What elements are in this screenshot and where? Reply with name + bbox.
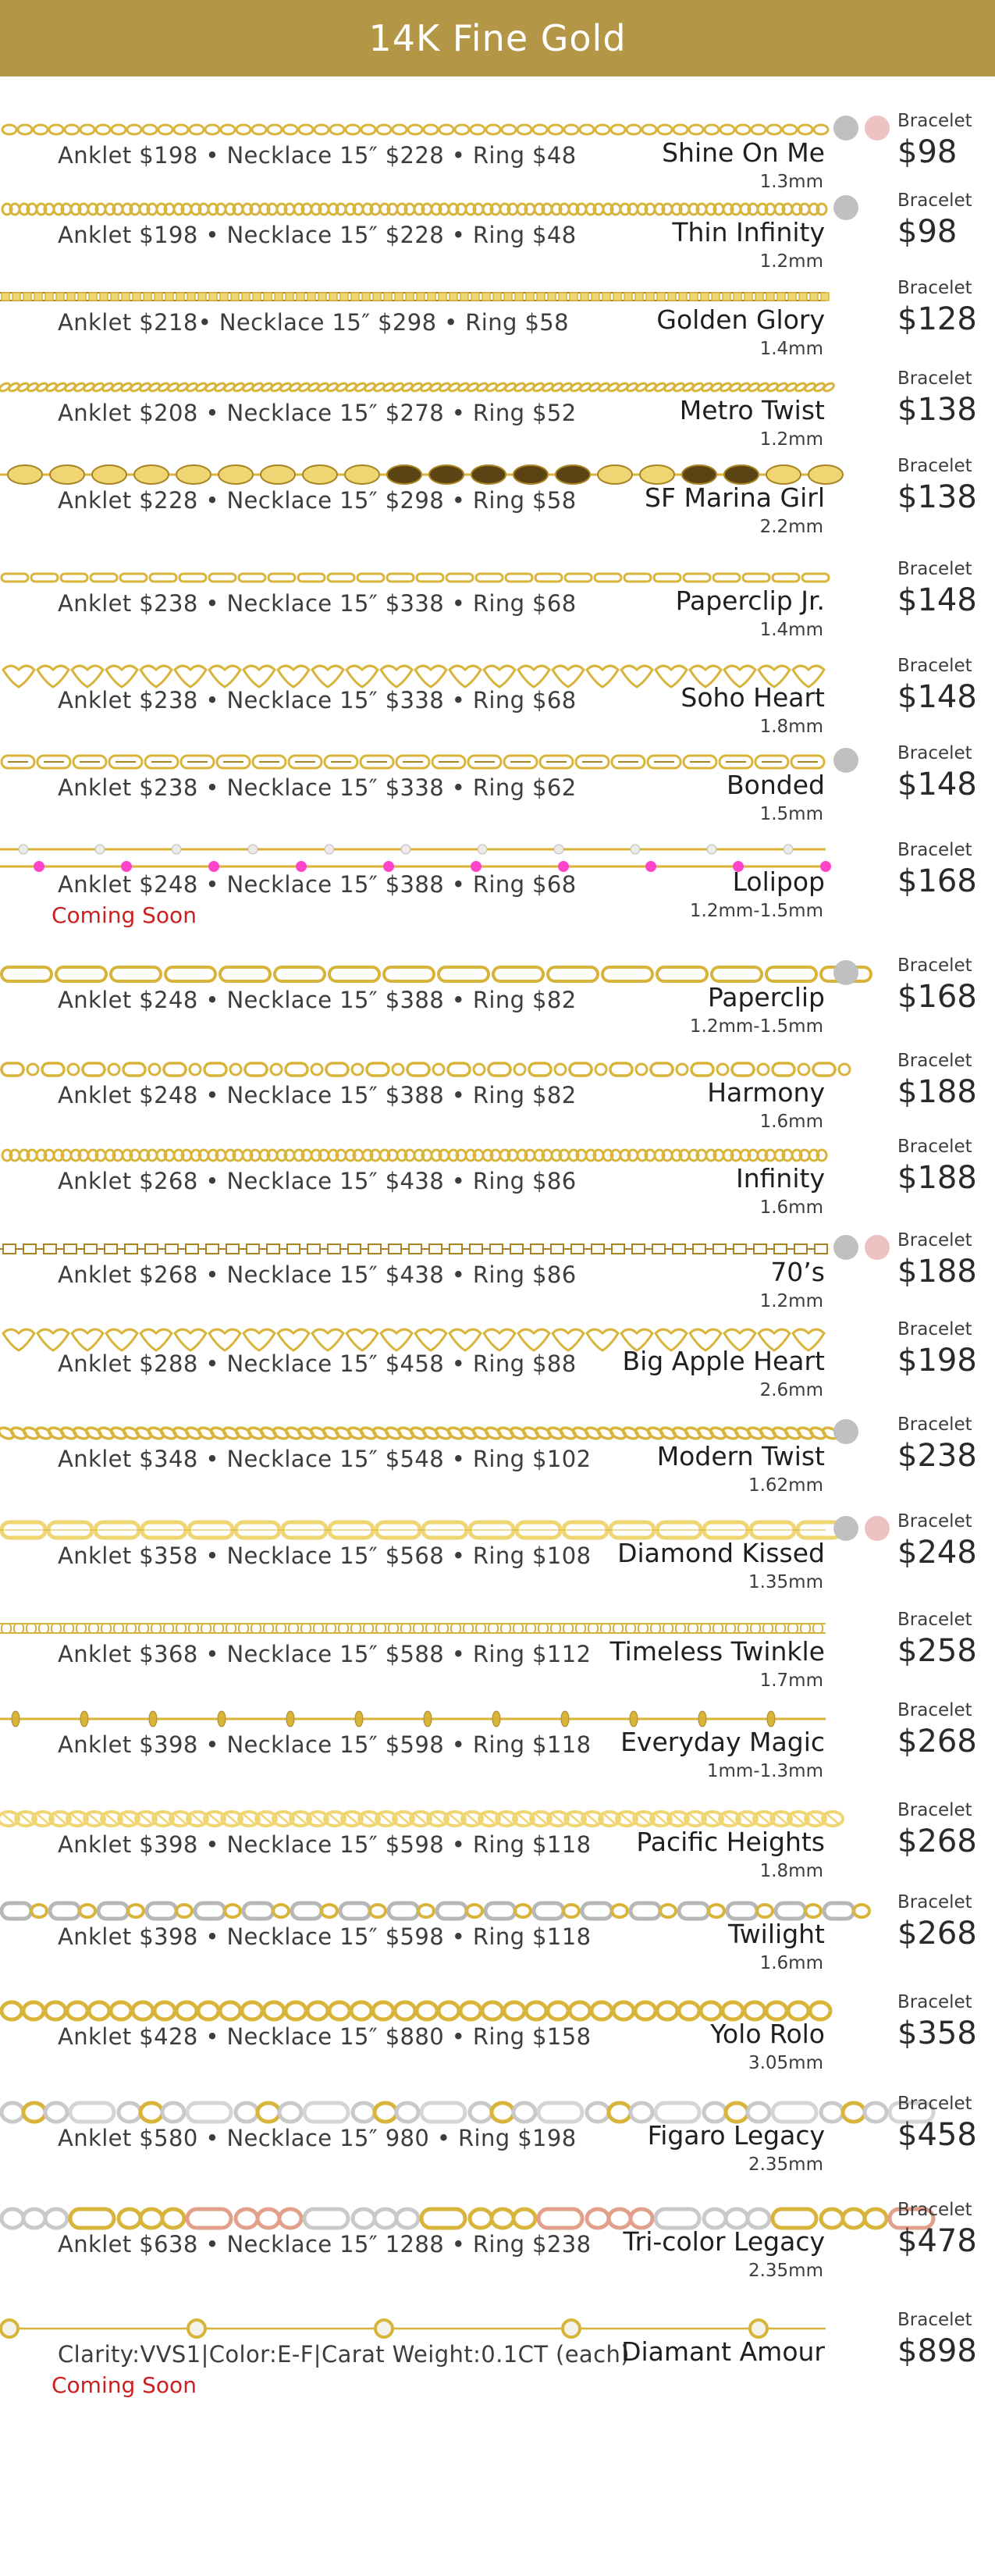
bracelet-label: Bracelet	[897, 1137, 972, 1157]
bracelet-label: Bracelet	[897, 1051, 972, 1071]
price-details: Anklet $248 • Necklace 15″ $388 • Ring $82	[58, 1082, 577, 1108]
bracelet-price: $148	[897, 679, 977, 715]
product-name: Soho Heart	[681, 682, 825, 713]
price-details: Anklet $228 • Necklace 15″ $298 • Ring $58	[58, 487, 577, 514]
chain-width: 1.3mm	[759, 172, 823, 192]
product-name: 70’s	[770, 1257, 825, 1287]
bracelet-price: $238	[897, 1438, 977, 1474]
product-row	[0, 1051, 995, 1143]
product-row	[0, 111, 995, 203]
chain-width: 1.62mm	[748, 1475, 823, 1496]
bracelet-price: $458	[897, 2117, 977, 2153]
product-row	[0, 1700, 995, 1792]
bracelet-label: Bracelet	[897, 1319, 972, 1340]
price-details: Anklet $208 • Necklace 15″ $278 • Ring $52	[58, 400, 577, 426]
chain-width: 1.35mm	[748, 1572, 823, 1592]
price-details: Anklet $248 • Necklace 15″ $388 • Ring $68	[58, 871, 577, 898]
silver-swatch[interactable]	[833, 116, 858, 141]
product-name: Paperclip Jr.	[675, 585, 825, 616]
silver-swatch[interactable]	[833, 1419, 858, 1444]
product-row	[0, 656, 995, 748]
chain-width: 1.2mm	[759, 429, 823, 450]
bracelet-label: Bracelet	[897, 368, 972, 389]
product-name: Figaro Legacy	[647, 2120, 825, 2151]
product-row	[0, 1992, 995, 2084]
chain-width: 1mm-1.3mm	[706, 1761, 823, 1781]
bracelet-label: Bracelet	[897, 456, 972, 476]
price-details: Anklet $288 • Necklace 15″ $458 • Ring $88	[58, 1350, 577, 1377]
bracelet-label: Bracelet	[897, 656, 972, 676]
rose-swatch[interactable]	[865, 116, 890, 141]
product-row	[0, 456, 995, 548]
chain-width: 2.6mm	[759, 1380, 823, 1400]
bracelet-price: $198	[897, 1343, 977, 1379]
bracelet-label: Bracelet	[897, 955, 972, 976]
bracelet-price: $148	[897, 767, 977, 802]
page-footer	[0, 2482, 995, 2576]
chain-width: 2.35mm	[748, 2154, 823, 2175]
price-details: Anklet $358 • Necklace 15″ $568 • Ring $108	[58, 1542, 592, 1569]
coming-soon-note: Coming Soon	[52, 902, 197, 928]
product-name: Metro Twist	[679, 395, 825, 425]
bracelet-label: Bracelet	[897, 190, 972, 211]
bracelet-label: Bracelet	[897, 1230, 972, 1251]
price-details: Anklet $198 • Necklace 15″ $228 • Ring $48	[58, 222, 577, 248]
price-details: Anklet $348 • Necklace 15″ $548 • Ring $102	[58, 1446, 592, 1472]
product-name: Thin Infinity	[672, 217, 825, 247]
product-row	[0, 2310, 995, 2402]
metal-options	[833, 748, 858, 774]
bracelet-label: Bracelet	[897, 111, 972, 131]
bracelet-price: $188	[897, 1074, 977, 1110]
price-details: Clarity:VVS1|Color:E-F|Carat Weight:0.1CT (each)	[58, 2341, 630, 2368]
chain-width: 1.5mm	[759, 804, 823, 824]
product-name: Lolipop	[732, 866, 825, 897]
chain-width: 2.2mm	[759, 517, 823, 537]
bracelet-label: Bracelet	[897, 2200, 972, 2220]
product-row	[0, 1230, 995, 1322]
product-row	[0, 368, 995, 461]
product-name: Tri-color Legacy	[623, 2226, 825, 2257]
product-name: Diamant Amour	[621, 2336, 825, 2367]
bracelet-label: Bracelet	[897, 1892, 972, 1912]
price-details: Anklet $428 • Necklace 15″ $880 • Ring $158	[58, 2023, 592, 2050]
bracelet-label: Bracelet	[897, 1700, 972, 1720]
rose-swatch[interactable]	[865, 1516, 890, 1541]
price-details: Anklet $580 • Necklace 15″ 980 • Ring $198	[58, 2125, 577, 2151]
chain-width: 1.6mm	[759, 1953, 823, 1973]
bracelet-label: Bracelet	[897, 1992, 972, 2012]
product-name: Infinity	[736, 1163, 825, 1194]
silver-swatch[interactable]	[833, 960, 858, 985]
price-details: Anklet $368 • Necklace 15″ $588 • Ring $112	[58, 1641, 592, 1667]
bracelet-label: Bracelet	[897, 559, 972, 579]
bracelet-price: $138	[897, 392, 977, 428]
bracelet-label: Bracelet	[897, 278, 972, 298]
bracelet-price: $168	[897, 979, 977, 1015]
metal-options	[833, 1516, 890, 1542]
price-details: Anklet $248 • Necklace 15″ $388 • Ring $82	[58, 987, 577, 1013]
price-details: Anklet $398 • Necklace 15″ $598 • Ring $118	[58, 1831, 592, 1858]
chain-width: 2.35mm	[748, 2261, 823, 2281]
product-row	[0, 1137, 995, 1229]
price-details: Anklet $218• Necklace 15″ $298 • Ring $58	[58, 309, 569, 336]
chain-width: 1.6mm	[759, 1112, 823, 1132]
page-title: 14K Fine Gold	[368, 17, 627, 59]
product-row	[0, 1511, 995, 1603]
bracelet-price: $98	[897, 134, 958, 170]
bracelet-price: $358	[897, 2016, 977, 2051]
chain-width: 1.2mm	[759, 251, 823, 272]
product-row	[0, 1414, 995, 1507]
bracelet-price: $268	[897, 1916, 977, 1952]
bracelet-label: Bracelet	[897, 1511, 972, 1532]
price-details: Anklet $638 • Necklace 15″ 1288 • Ring $238	[58, 2231, 592, 2258]
product-row	[0, 278, 995, 370]
silver-swatch[interactable]	[833, 748, 858, 773]
product-row	[0, 2094, 995, 2186]
chain-width: 1.8mm	[759, 717, 823, 737]
product-name: Yolo Rolo	[710, 2019, 825, 2049]
metal-options	[833, 960, 858, 987]
product-name: Everyday Magic	[620, 1727, 825, 1757]
chain-width: 1.2mm-1.5mm	[689, 901, 823, 921]
product-name: Bonded	[727, 770, 825, 800]
product-row	[0, 840, 995, 932]
bracelet-price: $248	[897, 1535, 977, 1571]
bracelet-price: $168	[897, 863, 977, 899]
bracelet-price: $148	[897, 582, 977, 618]
bracelet-label: Bracelet	[897, 1610, 972, 1630]
price-details: Anklet $398 • Necklace 15″ $598 • Ring $118	[58, 1923, 592, 1950]
product-name: Diamond Kissed	[617, 1538, 825, 1568]
bracelet-price: $188	[897, 1254, 977, 1290]
product-row	[0, 1319, 995, 1411]
price-details: Anklet $238 • Necklace 15″ $338 • Ring $68	[58, 590, 577, 617]
product-name: Golden Glory	[656, 304, 825, 335]
price-details: Anklet $268 • Necklace 15″ $438 • Ring $86	[58, 1261, 577, 1288]
silver-swatch[interactable]	[833, 1235, 858, 1260]
chain-width: 1.7mm	[759, 1670, 823, 1691]
bracelet-label: Bracelet	[897, 1800, 972, 1820]
chain-width: 1.6mm	[759, 1197, 823, 1218]
product-name: Pacific Heights	[636, 1827, 825, 1857]
silver-swatch[interactable]	[833, 1516, 858, 1541]
product-row	[0, 190, 995, 283]
product-row	[0, 743, 995, 835]
chain-width: 1.2mm-1.5mm	[689, 1016, 823, 1037]
rose-swatch[interactable]	[865, 1235, 890, 1260]
price-details: Anklet $238 • Necklace 15″ $338 • Ring $62	[58, 774, 577, 801]
bracelet-label: Bracelet	[897, 1414, 972, 1435]
product-row	[0, 1800, 995, 1892]
product-row	[0, 559, 995, 651]
bracelet-price: $898	[897, 2333, 977, 2369]
bracelet-price: $188	[897, 1160, 977, 1196]
product-row	[0, 1610, 995, 1702]
product-name: Modern Twist	[656, 1441, 825, 1471]
bracelet-price: $268	[897, 1823, 977, 1859]
bracelet-label: Bracelet	[897, 743, 972, 763]
product-name: Twilight	[728, 1919, 825, 1949]
metal-options	[833, 195, 858, 222]
product-row	[0, 1892, 995, 1984]
bracelet-price: $98	[897, 214, 958, 250]
product-name: Timeless Twinkle	[609, 1636, 825, 1667]
price-details: Anklet $238 • Necklace 15″ $338 • Ring $68	[58, 687, 577, 713]
product-row	[0, 955, 995, 1048]
product-name: SF Marina Girl	[645, 482, 825, 513]
bracelet-label: Bracelet	[897, 2094, 972, 2114]
metal-options	[833, 1419, 858, 1446]
metal-options	[833, 116, 890, 142]
product-name: Shine On Me	[662, 137, 825, 168]
bracelet-price: $268	[897, 1724, 977, 1759]
price-details: Anklet $198 • Necklace 15″ $228 • Ring $48	[58, 142, 577, 169]
chain-width: 3.05mm	[748, 2053, 823, 2073]
metal-options	[833, 1235, 890, 1261]
bracelet-price: $258	[897, 1633, 977, 1669]
bracelet-price: $128	[897, 301, 977, 337]
chain-width: 1.4mm	[759, 339, 823, 359]
chain-width: 1.2mm	[759, 1291, 823, 1311]
product-name: Big Apple Heart	[622, 1346, 825, 1376]
bracelet-label: Bracelet	[897, 840, 972, 860]
silver-swatch[interactable]	[833, 195, 858, 220]
product-name: Paperclip	[707, 982, 825, 1012]
bracelet-price: $478	[897, 2223, 977, 2259]
product-name: Harmony	[707, 1077, 825, 1108]
price-details: Anklet $268 • Necklace 15″ $438 • Ring $86	[58, 1168, 577, 1194]
chain-width: 1.4mm	[759, 620, 823, 640]
bracelet-price: $138	[897, 479, 977, 515]
product-row	[0, 2200, 995, 2292]
chain-width: 1.8mm	[759, 1861, 823, 1881]
bracelet-label: Bracelet	[897, 2310, 972, 2330]
price-details: Anklet $398 • Necklace 15″ $598 • Ring $118	[58, 1731, 592, 1758]
coming-soon-note: Coming Soon	[52, 2372, 197, 2398]
